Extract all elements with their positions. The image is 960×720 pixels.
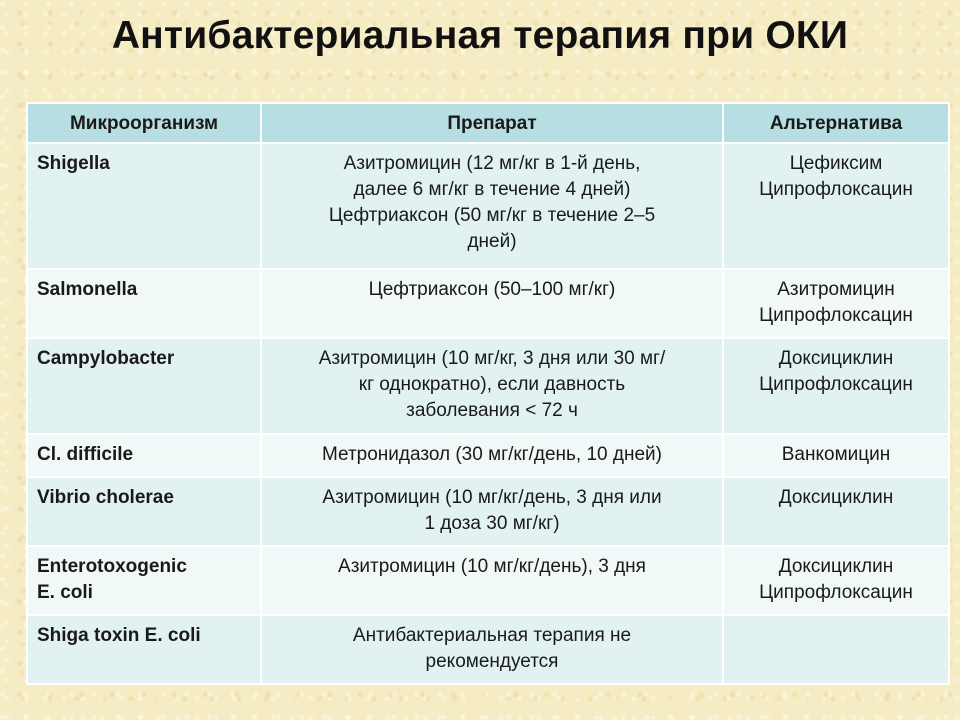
alternative-cell bbox=[723, 546, 949, 615]
alternative-line: Ципрофлоксацин bbox=[759, 179, 913, 200]
drug-cell bbox=[261, 338, 723, 434]
organism-cell bbox=[27, 615, 261, 684]
organism-cell bbox=[27, 546, 261, 615]
organism-cell bbox=[27, 269, 261, 338]
alternative-line: Ципрофлоксацин bbox=[759, 582, 913, 603]
alternative-line: Ципрофлоксацин bbox=[759, 305, 913, 326]
drug-line: кг однократно), если давность bbox=[358, 374, 626, 395]
drug-line: Антибактериальная терапия не bbox=[352, 625, 632, 646]
drug-line: Азитромицин (12 мг/кг в 1-й день, bbox=[343, 153, 641, 174]
organism-line: Cl. difficile bbox=[37, 444, 134, 465]
table-row bbox=[27, 338, 949, 434]
drug-cell bbox=[261, 143, 723, 269]
table-header-row bbox=[27, 103, 949, 143]
alternative-line: Ципрофлоксацин bbox=[759, 374, 913, 395]
organism-line: Shigella bbox=[37, 153, 110, 174]
drug-line: Азитромицин (10 мг/кг/день), 3 дня bbox=[338, 556, 646, 577]
alternative-cell bbox=[723, 615, 949, 684]
alternative-cell bbox=[723, 434, 949, 477]
drug-line: 1 доза 30 мг/кг) bbox=[424, 513, 560, 534]
drug-line: дней) bbox=[467, 231, 517, 252]
organism-line: Enterotoxogenic bbox=[37, 556, 187, 577]
drug-line: рекомендуется bbox=[425, 651, 559, 672]
alternative-line: Ванкомицин bbox=[781, 444, 891, 465]
column-header-drug: Препарат bbox=[261, 103, 723, 143]
drug-cell bbox=[261, 546, 723, 615]
organism-line: Salmonella bbox=[37, 279, 138, 300]
alternative-line: Доксициклин bbox=[778, 556, 894, 577]
alternative-cell bbox=[723, 477, 949, 546]
organism-line: Shiga toxin E. coli bbox=[37, 625, 201, 646]
drug-line: Цефтриаксон (50 мг/кг в течение 2–5 bbox=[328, 205, 656, 226]
drug-cell bbox=[261, 615, 723, 684]
alternative-cell bbox=[723, 338, 949, 434]
table-row bbox=[27, 434, 949, 477]
drug-line: Азитромицин (10 мг/кг, 3 дня или 30 мг/ bbox=[318, 348, 666, 369]
drug-line: Цефтриаксон (50–100 мг/кг) bbox=[368, 279, 616, 300]
organism-cell bbox=[27, 143, 261, 269]
drug-line: далее 6 мг/кг в течение 4 дней) bbox=[353, 179, 631, 200]
drug-line: Азитромицин (10 мг/кг/день, 3 дня или bbox=[322, 487, 662, 508]
therapy-table bbox=[26, 102, 950, 685]
organism-line: Campylobacter bbox=[37, 348, 175, 369]
drug-cell bbox=[261, 434, 723, 477]
table-row bbox=[27, 615, 949, 684]
drug-cell bbox=[261, 477, 723, 546]
organism-line: E. coli bbox=[37, 582, 93, 603]
alternative-line: Азитромицин bbox=[777, 279, 895, 300]
table-row bbox=[27, 546, 949, 615]
organism-line: Vibrio cholerae bbox=[37, 487, 174, 508]
column-header-alternative: Альтернатива bbox=[723, 103, 949, 143]
organism-cell bbox=[27, 338, 261, 434]
organism-cell bbox=[27, 434, 261, 477]
alternative-cell bbox=[723, 143, 949, 269]
organism-cell bbox=[27, 477, 261, 546]
alternative-line: Цефиксим bbox=[789, 153, 883, 174]
drug-cell bbox=[261, 269, 723, 338]
page-title: Антибактериальная терапия при ОКИ bbox=[111, 14, 849, 57]
drug-line: заболевания < 72 ч bbox=[406, 400, 578, 421]
column-header-organism: Микроорганизм bbox=[27, 103, 261, 143]
alternative-line: Доксициклин bbox=[778, 487, 894, 508]
drug-line: Метронидазол (30 мг/кг/день, 10 дней) bbox=[321, 444, 662, 465]
table-row bbox=[27, 269, 949, 338]
table-row bbox=[27, 143, 949, 269]
alternative-line: Доксициклин bbox=[778, 348, 894, 369]
alternative-cell bbox=[723, 269, 949, 338]
table-row bbox=[27, 477, 949, 546]
